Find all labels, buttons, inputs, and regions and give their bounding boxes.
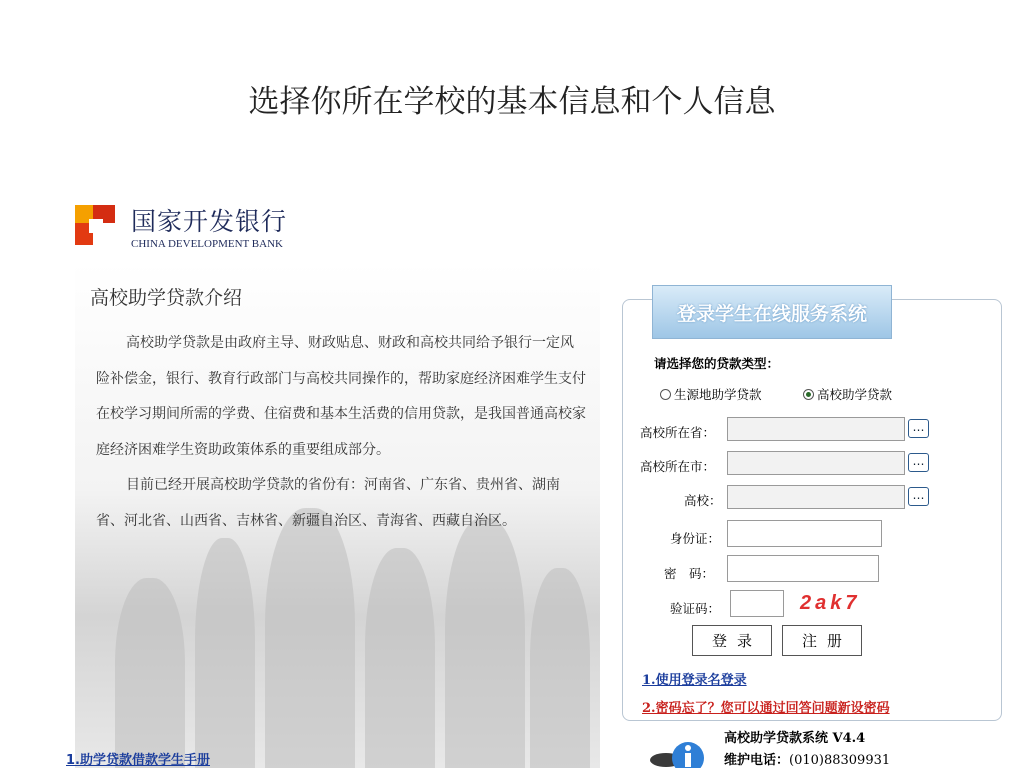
intro-body <box>96 326 586 539</box>
bank-logo <box>75 200 315 255</box>
password-label: 密 码： <box>664 566 715 581</box>
captcha-image[interactable]: 2ak7 <box>800 592 861 614</box>
slide-title: 选择你所在学校的基本信息和个人信息 <box>248 84 776 120</box>
login-button[interactable]: 登录 <box>692 625 772 656</box>
captcha-label: 验证码： <box>670 601 721 616</box>
info-icon <box>648 734 706 768</box>
intro-paragraph-1: 高校助学贷款是由政府主导、财政贴息、财政和高校共同给予银行一定风险补偿金，银行、教育行政部门与高校共同操作的，帮助家庭经济困难学生支付在校学习期间所需的学费、住宿费和基本生活费的信用贷款，是我国普通高校家庭经济困难学生资助政策体系的重要组成部分。 <box>96 335 586 458</box>
province-browse-button[interactable]: … <box>908 419 929 438</box>
radio-origin-label: 生源地助学贷款 <box>674 387 762 402</box>
handbook-link[interactable]: 1.助学贷款借款学生手册 <box>66 753 210 768</box>
bank-name-en: CHINA DEVELOPMENT BANK <box>131 238 283 250</box>
radio-origin-loan[interactable] <box>660 385 762 403</box>
radio-checked-icon <box>803 389 814 400</box>
phone-number: (010)88309931 <box>789 753 891 768</box>
radio-unchecked-icon <box>660 389 671 400</box>
maintenance-phone <box>724 749 890 768</box>
school-label: 高校： <box>684 493 722 508</box>
city-label: 高校所在市： <box>640 459 716 474</box>
register-button[interactable]: 注册 <box>782 625 862 656</box>
radio-campus-loan[interactable] <box>803 385 892 403</box>
captcha-field[interactable] <box>730 590 784 617</box>
id-number-field[interactable] <box>727 520 882 547</box>
bank-name-cn: 国家开发银行 <box>131 207 288 236</box>
radio-campus-label: 高校助学贷款 <box>817 387 893 402</box>
username-login-link[interactable]: 1.使用登录名登录 <box>642 673 747 688</box>
login-header: 登录学生在线服务系统 <box>652 285 892 339</box>
province-field[interactable] <box>727 417 905 441</box>
intro-paragraph-2: 目前已经开展高校助学贷款的省份有：河南省、广东省、贵州省、湖南省、河北省、山西省、吉林省、新疆自治区、青海省、西藏自治区。 <box>96 477 560 529</box>
city-field[interactable] <box>727 451 905 475</box>
phone-label: 维护电话： <box>724 753 790 768</box>
school-field[interactable] <box>727 485 905 509</box>
forgot-password-link[interactable]: 2.密码忘了？您可以通过回答问题新设密码 <box>642 701 890 716</box>
id-label: 身份证： <box>670 531 721 546</box>
system-version: 高校助学贷款系统 V4.4 <box>724 731 866 746</box>
intro-title: 高校助学贷款介绍 <box>90 287 243 309</box>
province-label: 高校所在省： <box>640 425 716 440</box>
school-browse-button[interactable]: … <box>908 487 929 506</box>
loan-type-label: 请选择您的贷款类型： <box>654 356 780 371</box>
city-browse-button[interactable]: … <box>908 453 929 472</box>
password-field[interactable] <box>727 555 879 582</box>
bank-logo-icon <box>75 205 115 245</box>
